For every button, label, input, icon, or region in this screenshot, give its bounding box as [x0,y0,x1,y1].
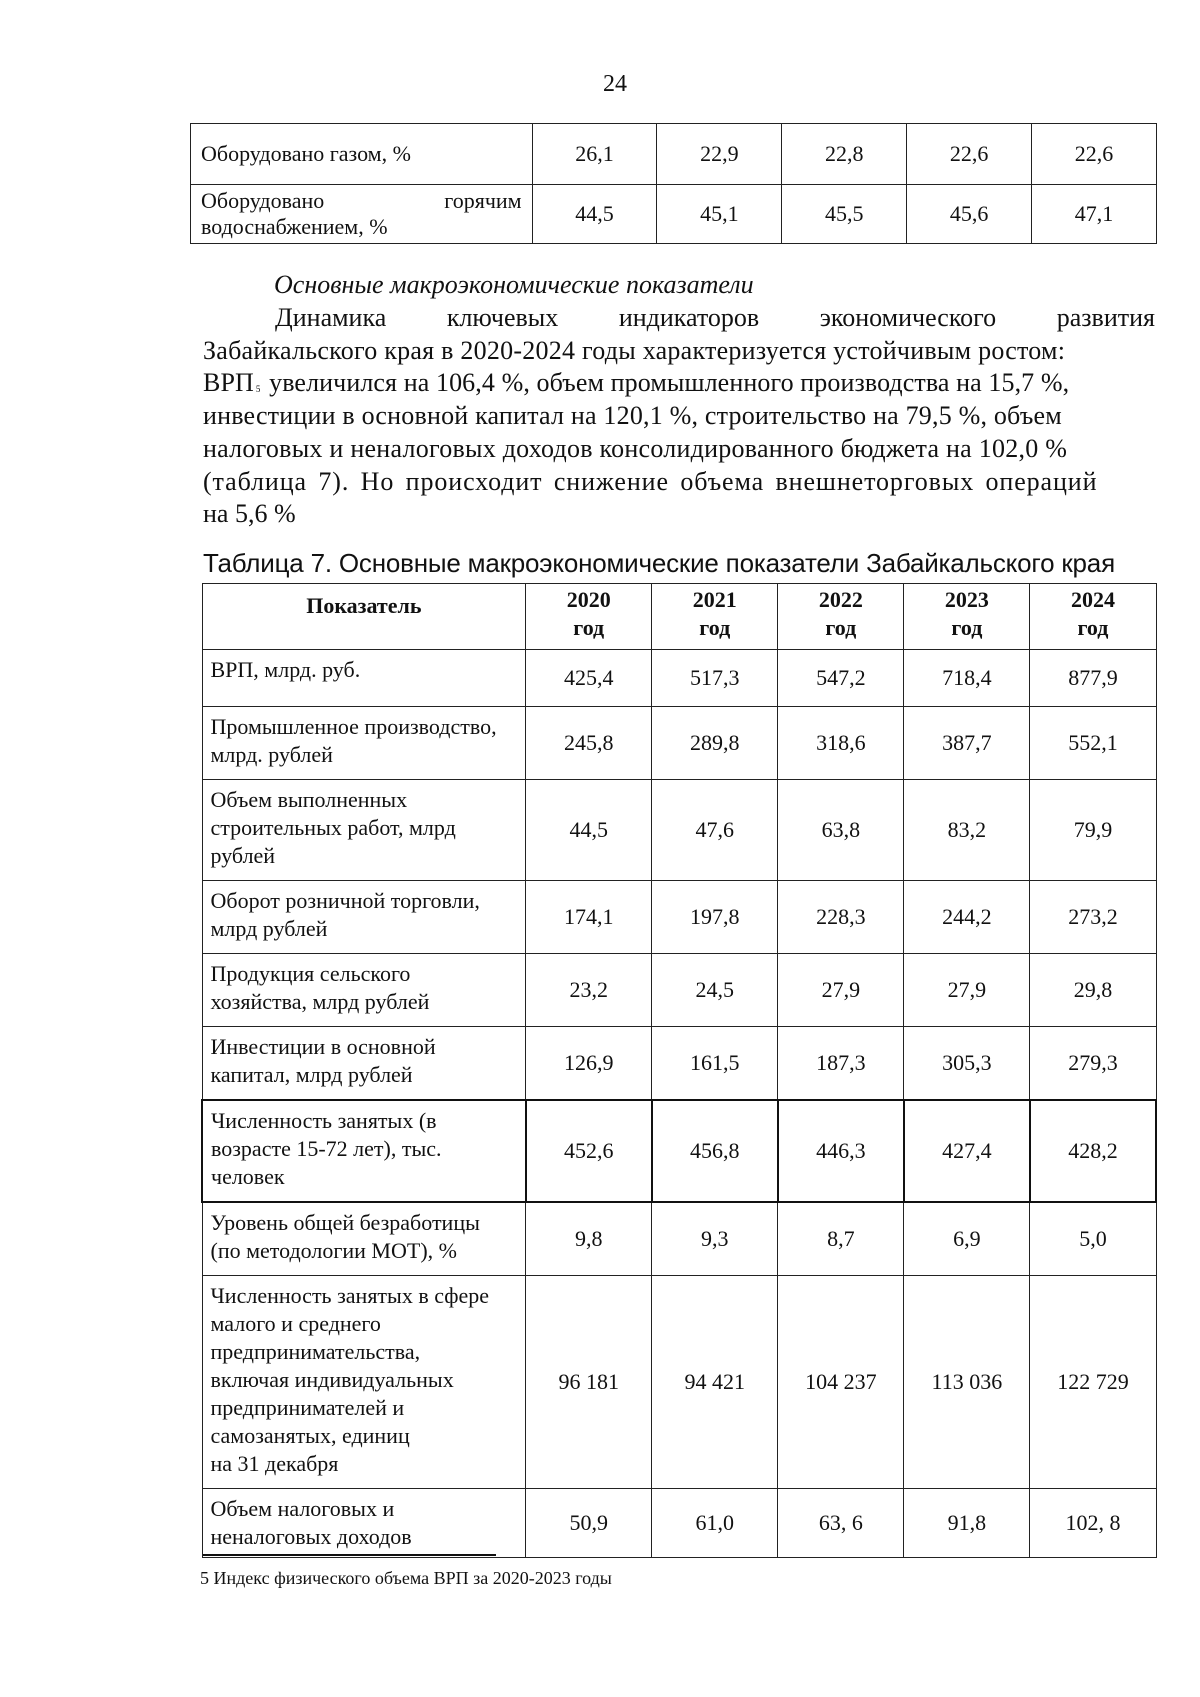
cell-value: 877,9 [1030,650,1156,707]
cell-value: 22,6 [907,124,1032,185]
cell-value: 104 237 [778,1276,904,1489]
cell-value: 428,2 [1030,1100,1156,1202]
row-label-line [201,188,522,214]
cell-value: 8,7 [778,1202,904,1276]
row-label-line: Численность занятых (в [211,1108,437,1133]
footnote: 5 Индекс физического объема ВРП за 2020-2023 годы [200,1568,612,1588]
row-label-line: малого и среднего [210,1311,381,1336]
paragraph-word: индикаторов [618,303,760,332]
paragraph-line: на 5,6 % [203,499,296,529]
cell-value: 44,5 [526,780,652,881]
cell-value: 79,9 [1030,780,1156,881]
column-header-year [1030,584,1156,650]
row-label-line: предпринимателей и [210,1395,405,1420]
table-row [202,1027,1156,1101]
year-label: 2023 [944,587,989,612]
cell-value: 425,4 [526,650,652,707]
table-row [202,707,1156,780]
table-row [202,1489,1156,1558]
cell-value: 83,2 [904,780,1030,881]
cell-value: 50,9 [526,1489,652,1558]
cell-value: 61,0 [652,1489,778,1558]
cell-value: 96 181 [526,1276,652,1489]
cell-value: 102, 8 [1030,1489,1156,1558]
cell-value: 289,8 [652,707,778,780]
row-label [202,881,526,954]
row-label [202,1489,526,1558]
year-unit: год [951,615,983,640]
table-row [202,881,1156,954]
table-row [191,185,1157,244]
row-label [202,650,526,707]
row-label-line: Инвестиции в основной [210,1034,436,1059]
row-label-line: строительных работ, млрд [210,815,456,840]
year-label: 2022 [818,587,863,612]
paragraph-line [203,367,1155,400]
cell-value: 113 036 [904,1276,1030,1489]
cell-value: 305,3 [904,1027,1030,1101]
cell-value: 122 729 [1030,1276,1156,1489]
paragraph-line: инвестиции в основной капитал на 120,1 %, строительство на 79,5 %, объем [203,401,1062,431]
row-label [191,185,533,244]
cell-value: 24,5 [652,954,778,1027]
cell-value: 45,5 [782,185,907,244]
year-label: 2020 [566,587,611,612]
cell-value: 517,3 [652,650,778,707]
paragraph-line [203,302,1155,335]
row-label-line: рублей [210,843,276,868]
cell-value: 63, 6 [778,1489,904,1558]
cell-value: 9,3 [652,1202,778,1276]
row-label: Оборудовано газом, % [191,124,533,185]
cell-value: 446,3 [778,1100,904,1202]
column-header-year [904,584,1030,650]
year-unit: год [699,615,731,640]
cell-value: 22,9 [657,124,782,185]
cell-value: 47,6 [652,780,778,881]
cell-value: 63,8 [778,780,904,881]
column-header-year [526,584,652,650]
paragraph-word: развития [1056,303,1155,332]
row-label-line: Оборот розничной торговли, [210,888,480,913]
row-label-line: хозяйства, млрд рублей [210,989,430,1014]
footnote-ref[interactable]: 5 [255,384,261,395]
year-unit: год [573,615,605,640]
cell-value: 45,6 [907,185,1032,244]
label-word: горячим [444,188,522,213]
row-label-line: Промышленное производство, [210,714,497,739]
year-label: 2021 [692,587,737,612]
cell-value: 26,1 [532,124,657,185]
cell-value: 273,2 [1030,881,1156,954]
row-label-line: на 31 декабря [210,1451,339,1476]
housing-table [190,123,1157,244]
paragraph-word: Динамика [275,303,387,332]
year-label: 2024 [1070,587,1115,612]
cell-value: 9,8 [526,1202,652,1276]
cell-value: 6,9 [904,1202,1030,1276]
cell-value: 22,8 [782,124,907,185]
cell-value: 94 421 [652,1276,778,1489]
section-heading: Основные макроэкономические показатели [274,270,754,299]
row-label-line: Численность занятых в сфере [210,1283,490,1308]
cell-value: 29,8 [1030,954,1156,1027]
cell-value: 427,4 [904,1100,1030,1202]
label-word: Оборудовано [201,188,325,213]
paragraph-text: ВРП [203,368,254,398]
cell-value: 244,2 [904,881,1030,954]
paragraph-line: налоговых и неналоговых доходов консолидированного бюджета на 102,0 % [203,433,1068,463]
row-label-line: Продукция сельского [210,961,411,986]
row-label-line: Объем налоговых и [210,1496,395,1521]
paragraph-line: (таблица 7). Но происходит снижение объема внешнеторговых операций [203,466,1098,496]
header-row [202,584,1156,650]
footnote-divider [203,1554,496,1556]
column-header-year [778,584,904,650]
cell-value: 91,8 [904,1489,1030,1558]
paragraph-line: Забайкальского края в 2020-2024 годы характеризуется устойчивым ростом: [203,335,1066,365]
paragraph-word: экономического [819,303,997,332]
column-header-indicator: Показатель [202,584,526,650]
cell-value: 245,8 [526,707,652,780]
row-label-line: возрасте 15-72 лет), тыс. [211,1136,442,1161]
cell-value: 27,9 [778,954,904,1027]
cell-value: 279,3 [1030,1027,1156,1101]
table-row [202,1202,1156,1276]
table-caption: Таблица 7. Основные макроэкономические показатели Забайкальского края [203,548,1115,578]
cell-value: 126,9 [526,1027,652,1101]
row-label-line: водоснабжением, % [201,214,388,239]
cell-value: 197,8 [652,881,778,954]
table-row [202,650,1156,707]
cell-value: 228,3 [778,881,904,954]
macro-indicators-table [201,583,1157,1558]
cell-value: 22,6 [1032,124,1157,185]
cell-value: 387,7 [904,707,1030,780]
cell-value: 547,2 [778,650,904,707]
row-label-line: (по методологии МОТ), % [210,1238,457,1263]
year-unit: год [1077,615,1109,640]
row-label-line: Уровень общей безработицы [210,1210,480,1235]
cell-value: 45,1 [657,185,782,244]
cell-value: 161,5 [652,1027,778,1101]
row-label-line: Объем выполненных [210,787,408,812]
column-header-year [652,584,778,650]
cell-value: 452,6 [526,1100,652,1202]
year-unit: год [825,615,857,640]
row-label-line: млрд. рублей [210,742,333,767]
cell-value: 187,3 [778,1027,904,1101]
cell-value: 174,1 [526,881,652,954]
cell-value: 47,1 [1032,185,1157,244]
row-label [202,1276,526,1489]
row-label-line: самозанятых, единиц [210,1423,410,1448]
row-label [202,1100,526,1202]
row-label-line: человек [211,1164,285,1189]
row-label-line: ВРП, млрд. руб. [210,657,361,682]
row-label-line: предпринимательства, [210,1339,421,1364]
table-row [202,1276,1156,1489]
row-label [202,954,526,1027]
table-row [191,124,1157,185]
row-label-line: капитал, млрд рублей [210,1062,413,1087]
cell-value: 44,5 [532,185,657,244]
row-label [202,707,526,780]
paragraph-word: ключевых [446,303,559,332]
page-number: 24 [603,71,627,97]
paragraph-text: увеличился на 106,4 %, объем промышленного производства на 15,7 %, [262,368,1070,398]
cell-value: 23,2 [526,954,652,1027]
cell-value: 318,6 [778,707,904,780]
cell-value: 27,9 [904,954,1030,1027]
cell-value: 5,0 [1030,1202,1156,1276]
row-label [202,1027,526,1101]
row-label-line: неналоговых доходов [210,1524,412,1549]
row-label-line: включая индивидуальных [210,1367,454,1392]
cell-value: 552,1 [1030,707,1156,780]
cell-value: 456,8 [652,1100,778,1202]
row-label [202,1202,526,1276]
row-label-line: млрд рублей [210,916,328,941]
cell-value: 718,4 [904,650,1030,707]
table-row [202,780,1156,881]
table-row [202,954,1156,1027]
row-label [202,780,526,881]
body-paragraph [203,302,1155,531]
table-row [202,1100,1156,1202]
